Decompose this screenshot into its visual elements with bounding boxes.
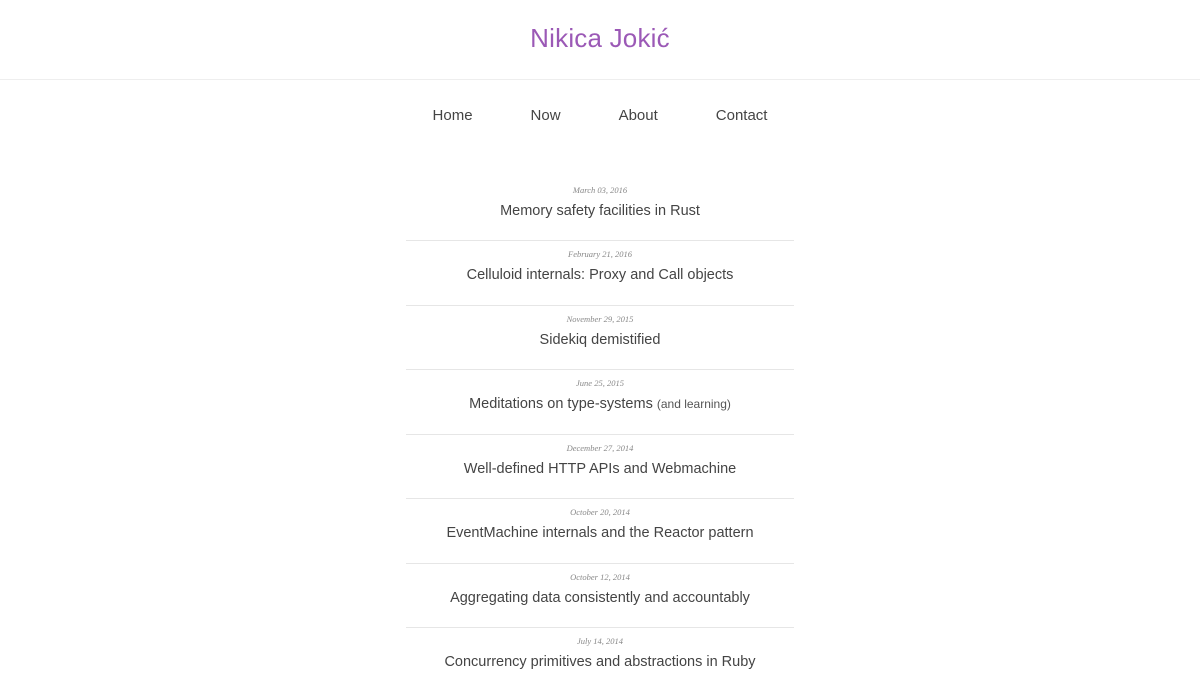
post-title-link[interactable]	[540, 331, 661, 349]
site-title-link[interactable]: Nikica Jokić	[530, 22, 670, 53]
post-date: February 21, 2016	[568, 249, 632, 259]
site-header	[0, 0, 1200, 80]
post-title-text: Celluloid internals: Proxy and Call objects	[466, 267, 734, 283]
post-list-item	[406, 184, 794, 241]
post-title-link[interactable]	[446, 524, 753, 542]
post-title-link[interactable]	[469, 395, 731, 413]
post-title-suffix: (and learning)	[656, 397, 731, 411]
nav-link-contact[interactable]: Contact	[715, 107, 768, 124]
nav-link-about[interactable]: About	[618, 107, 658, 124]
post-list-item	[406, 306, 794, 371]
post-title-link[interactable]	[450, 589, 750, 607]
post-list-item	[406, 370, 794, 435]
post-title-text: Concurrency primitives and abstractions in Ruby	[444, 654, 756, 670]
post-list-item	[406, 435, 794, 500]
post-date: June 25, 2015	[576, 378, 624, 388]
post-title-link[interactable]	[467, 266, 734, 284]
post-title-link[interactable]	[464, 460, 736, 478]
post-list-item	[406, 499, 794, 564]
nav-link-now[interactable]: Now	[530, 107, 561, 124]
post-date: July 14, 2014	[576, 636, 624, 646]
post-list-item	[406, 241, 794, 306]
post-title-text: EventMachine internals and the Reactor pattern	[446, 525, 754, 541]
post-title-text: Well-defined HTTP APIs and Webmachine	[463, 460, 737, 477]
post-title-text: Sidekiq demistified	[539, 331, 661, 348]
post-list	[406, 184, 794, 675]
nav-link-home[interactable]: Home	[432, 107, 473, 124]
post-list-item	[406, 628, 794, 675]
post-title-text: Aggregating data consistently and accountably	[450, 589, 750, 606]
post-date: October 12, 2014	[570, 571, 630, 582]
post-title-text: Meditations on type-systems	[469, 396, 653, 412]
post-title-text: Memory safety facilities in Rust	[500, 203, 700, 219]
post-title-link[interactable]	[500, 202, 700, 220]
post-date: November 29, 2015	[566, 313, 634, 324]
post-date: March 03, 2016	[572, 185, 628, 195]
main-nav	[0, 106, 1200, 126]
post-list-item	[406, 564, 794, 629]
post-title-link[interactable]	[444, 653, 755, 671]
post-date: October 20, 2014	[570, 507, 630, 517]
post-date: December 27, 2014	[566, 442, 634, 453]
